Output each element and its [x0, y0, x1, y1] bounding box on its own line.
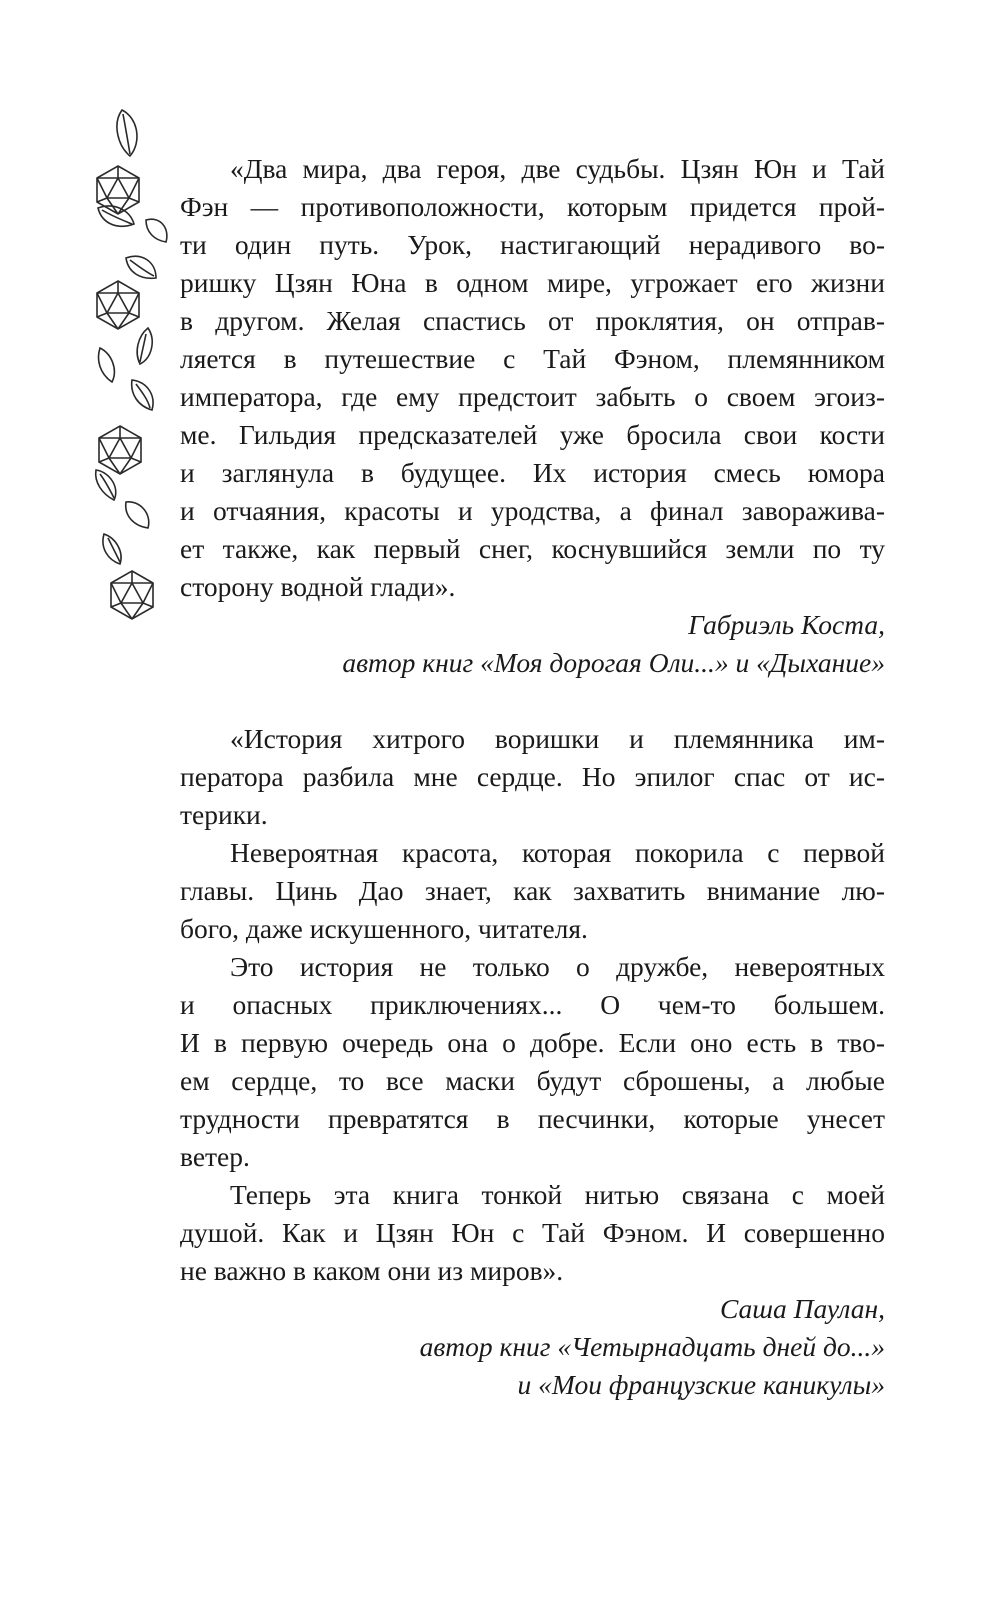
petal-icon: [98, 206, 134, 226]
author-note: и «Мои французские каникулы»: [517, 1369, 885, 1400]
text-line: Теперь эта книга тонкой нитью связана с моей: [230, 1179, 885, 1210]
petal-icon: [96, 470, 116, 500]
text-line: «История хитрого воришки и племянника им-: [230, 723, 885, 754]
text-line: терики.: [180, 799, 268, 830]
text-line: «Два мира, два героя, две судьбы. Цзян Юн и Тай: [230, 153, 885, 184]
review-paragraph: [180, 1176, 885, 1290]
icosahedron-icon: [111, 571, 153, 619]
petal-ornament: [60, 90, 190, 660]
text-line: и заглянула в будущее. Их история смесь юмора: [180, 457, 885, 488]
text-line: Невероятная красота, которая покорила с первой: [230, 837, 885, 868]
text-line: ришку Цзян Юна в одном мире, угрожает его жизни: [180, 267, 885, 298]
text-line: ветер.: [180, 1141, 250, 1172]
petal-icon: [99, 348, 115, 382]
text-line: сторону водной глади».: [180, 571, 456, 602]
review-paragraph: [180, 948, 885, 1176]
text-line: и отчаяния, красоты и уродства, а финал заворажива-: [180, 495, 885, 526]
text-line: И в первую очередь она о добре. Если оно есть в тво-: [180, 1027, 885, 1058]
text-line: Фэн — противоположности, которым придется прой-: [180, 191, 885, 222]
text-line: душой. Как и Цзян Юн с Тай Фэном. И совершенно: [180, 1217, 885, 1248]
text-line: в другом. Желая спастись от проклятия, он отправ-: [180, 305, 885, 336]
petal-icon: [103, 534, 121, 564]
author-note: автор книг «Моя дорогая Оли...» и «Дыхание»: [342, 647, 885, 678]
text-line: главы. Цинь Дао знает, как захватить внимание лю-: [180, 875, 885, 906]
petal-icon: [126, 256, 156, 278]
text-line: ем сердце, то все маски будут сброшены, а любые: [180, 1065, 885, 1096]
text-line: ме. Гильдия предсказателей уже бросила свои кости: [180, 419, 885, 450]
icosahedron-icon: [99, 426, 141, 474]
petal-icon: [117, 110, 137, 156]
author-name: Саша Паулан,: [720, 1293, 885, 1324]
text-line: ляется в путешествие с Тай Фэном, племянником: [180, 343, 885, 374]
review-quote-1: [180, 150, 885, 606]
text-line: ет также, как первый снег, коснувшийся земли по ту: [180, 533, 885, 564]
text-line: трудности превратятся в песчинки, которые унесет: [180, 1103, 885, 1134]
text-line: не важно в каком они из миров».: [180, 1255, 564, 1286]
text-line: ператора разбила мне сердце. Но эпилог спас от ис-: [180, 761, 885, 792]
petal-icon: [146, 219, 167, 242]
text-line: Это история не только о дружбе, невероятных: [230, 951, 885, 982]
petal-icon: [132, 380, 153, 410]
author-name: Габриэль Коста,: [688, 609, 885, 640]
author-note: автор книг «Четырнадцать дней до...»: [419, 1331, 885, 1362]
review-paragraph: [180, 834, 885, 948]
petal-icon: [137, 328, 152, 364]
text-line: бого, даже искушенного, читателя.: [180, 913, 588, 944]
text-line: ти один путь. Урок, настигающий нерадивого во-: [180, 229, 885, 260]
icosahedron-icon: [97, 281, 139, 329]
petal-icon: [126, 502, 149, 528]
text-line: и опасных приключениях... О чем-то большем.: [180, 989, 885, 1020]
review-quote-2: [180, 720, 885, 834]
text-line: императора, где ему предстоит забыть о своем эгоиз-: [180, 381, 885, 412]
page-text: [180, 150, 885, 1404]
